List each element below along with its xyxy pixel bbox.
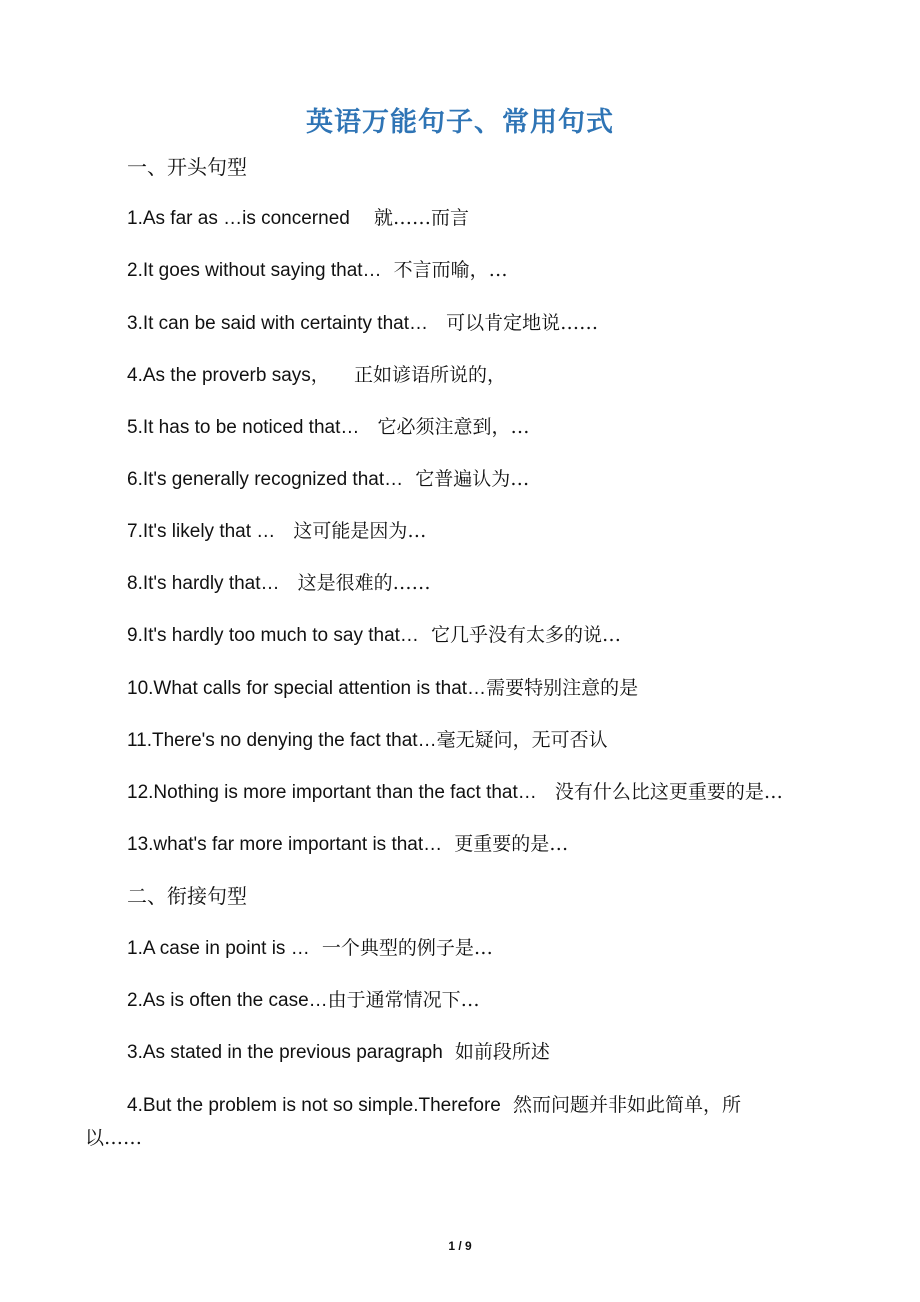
- sentence-en: 3.It can be said with certainty that…: [127, 313, 428, 334]
- sentence-en: 2.As is often the case…: [127, 990, 328, 1011]
- sentence-en: 11.There's no denying the fact that…: [127, 730, 437, 751]
- sentence-continuation: 以……: [85, 1127, 143, 1149]
- sentence-zh: 就……而言: [374, 207, 470, 229]
- sentence-zh: 需要特别注意的是: [486, 677, 639, 699]
- sentence-item: [127, 675, 638, 702]
- sentence-item: [127, 414, 530, 441]
- sentence-zh: 它必须注意到，…: [377, 416, 530, 438]
- sentence-zh: 更重要的是…: [454, 833, 569, 855]
- sentence-en: 13.what's far more important is that…: [127, 834, 443, 855]
- section-heading-opening: 一、开头句型: [127, 155, 247, 179]
- sentence-item: [127, 1039, 550, 1066]
- sentence-en: 4.But the problem is not so simple.Therefore: [127, 1095, 501, 1116]
- sentence-en: 1.As far as …is concerned: [127, 208, 350, 229]
- sentence-en: 9.It's hardly too much to say that…: [127, 625, 419, 646]
- sentence-item: [127, 570, 431, 597]
- sentence-en: 12.Nothing is more important than the fact that…: [127, 782, 537, 803]
- sentence-item: [127, 362, 506, 389]
- sentence-item: [127, 935, 493, 962]
- sentence-item: [127, 1092, 741, 1119]
- sentence-en: 3.As stated in the previous paragraph: [127, 1042, 443, 1063]
- sentence-zh: 由于通常情况下…: [327, 989, 480, 1011]
- page-number: 1 / 9: [448, 1239, 472, 1253]
- sentence-en: 2.It goes without saying that…: [127, 260, 382, 281]
- sentence-item: [127, 622, 621, 649]
- sentence-en: 8.It's hardly that…: [127, 573, 280, 594]
- sentence-en: 7.It's likely that …: [127, 521, 276, 542]
- document-title: 英语万能句子、常用句式: [306, 107, 614, 138]
- sentence-zh: 没有什么比这更重要的是…: [554, 781, 783, 803]
- sentence-en: 6.It's generally recognized that…: [127, 469, 404, 490]
- sentence-item: [127, 779, 783, 806]
- sentence-zh: 毫无疑问，无可否认: [436, 729, 608, 751]
- sentence-item: [127, 727, 608, 754]
- sentence-item: [127, 310, 598, 337]
- sentence-item: [127, 518, 426, 545]
- sentence-zh: 然而问题并非如此简单，所: [512, 1094, 741, 1116]
- sentence-zh: 这是很难的……: [297, 572, 431, 594]
- sentence-zh: 如前段所述: [454, 1041, 550, 1063]
- sentence-zh: 它几乎没有太多的说…: [431, 624, 622, 646]
- sentence-en: 10.What calls for special attention is that…: [127, 678, 487, 699]
- sentence-zh: 一个典型的例子是…: [321, 937, 493, 959]
- sentence-en: 4.As the proverb says，: [127, 365, 330, 386]
- sentence-item: [127, 987, 480, 1014]
- sentence-zh: 可以肯定地说……: [446, 312, 599, 334]
- sentence-zh: 正如谚语所说的，: [353, 364, 506, 386]
- sentence-zh: 不言而喻，…: [393, 259, 508, 281]
- section-heading-linking: 二、衔接句型: [127, 884, 247, 908]
- sentence-zh: 它普遍认为…: [415, 468, 530, 490]
- sentence-item: [127, 205, 469, 232]
- sentence-zh: 这可能是因为…: [293, 520, 427, 542]
- sentence-item: [127, 257, 508, 284]
- sentence-en: 5.It has to be noticed that…: [127, 417, 360, 438]
- sentence-item: [127, 831, 568, 858]
- sentence-en: 1.A case in point is …: [127, 938, 310, 959]
- sentence-item: [127, 466, 529, 493]
